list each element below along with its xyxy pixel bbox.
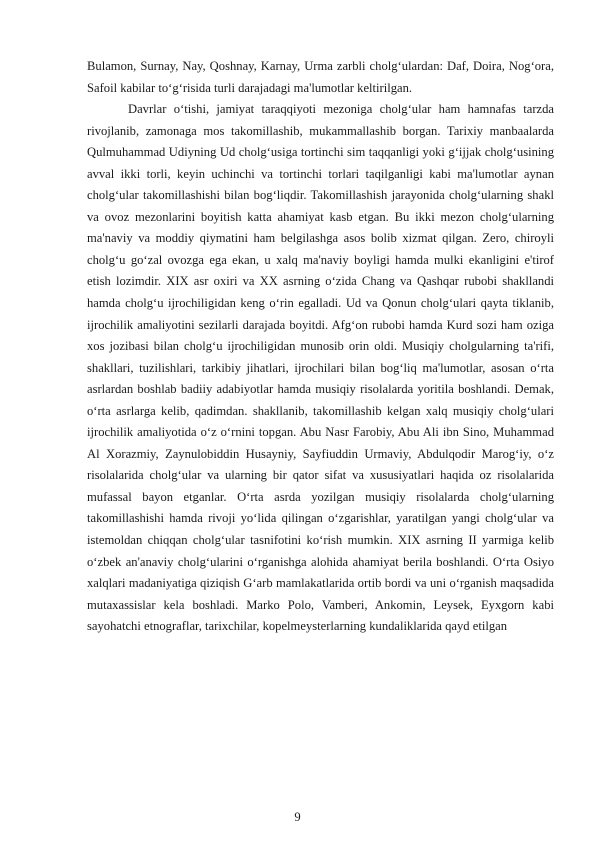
paragraph-instruments-list: Bulamon, Surnay, Nay, Qoshnay, Karnay, Urma zarbli cholg‘ulardan: Daf, Doira, Nog‘ora, Safoil kabilar to‘g‘risida turli darajadagi ma'lumotlar keltirilgan. [87, 59, 554, 95]
body-text [87, 56, 554, 638]
paragraph-instrument-development: Davrlar o‘tishi, jamiyat taraqqiyoti mezoniga cholg‘ular ham hamnafas tarzda rivojlanib, zamonaga mos takomillashib, mukammallashib borgan. Tarixiy manbaalarda Qulmuhammad Udiyning Ud cholg‘usiga tortinchi sim taqqanligi yoki g‘ijjak cholg‘usining avval ikki torli, keyin uchinchi va tortinchi torlari taqilganligi kabi ma'lumotlar aynan cholg‘ular takomillashishi bilan bog‘liqdir. Takomillashish jarayonida cholg‘ularning shakl va ovoz mezonlarini boyitish katta ahamiyat kasb etgan. Bu ikki mezon cholg‘ularning ma'naviy va moddiy qiymatini ham belgilashga asos bolib xizmat qilgan. Zero, chiroyli cholg‘u go‘zal ovozga ega ekan, u xalq ma'naviy boyligi hamda mulki ekanligini e'tirof etish lozimdir. XIX asr oxiri va XX asrning o‘zida Chang va Qashqar rubobi shakllandi hamda cholg‘u ijrochiligidan keng o‘rin egalladi. Ud va Qonun cholg‘ulari qayta tiklanib, ijrochilik amaliyotini sezilarli darajada boyitdi. Afg‘on rubobi hamda Kurd sozi ham oziga xos jozibasi bilan cholg‘u ijrochiligidan munosib orin oldi. Musiqiy cholgularning ta'rifi, shakllari, tuzilishlari, tarkibiy jihatlari, ijrochilari bilan bog‘liq ma'lumotlar, asosan o‘rta asrlardan boshlab badiiy adabiyotlar hamda musiqiy risolalarda yoritila boshlandi. Demak, o‘rta asrlarga kelib, qadimdan. shakllanib, takomillashib kelgan xalq musiqiy cholg‘ulari ijrochilik amaliyotida o‘z o‘rnini topgan. Abu Nasr Farobiy, Abu Ali ibn Sino, Muhammad Al Xorazmiy, Zaynulobiddin Husayniy, Sayfiuddin Urmaviy, Abdulqodir Marog‘iy, o‘z risolalarida cholg‘ular va ularning bir qator sifat va xususiyatlari haqida oz risolalarida mufassal bayon etganlar. O‘rta asrda yozilgan musiqiy risolalarda cholg‘ularning takomillashishi hamda rivoji yo‘lida qilingan o‘zgarishlar, yaratilgan yangi cholg‘ular va istemoldan chiqqan cholg‘ular tasnifotini ko‘rish mumkin. XIX asrning II yarmiga kelib o‘zbek an'anaviy cholg‘ularini o‘rganishga alohida ahamiyat berila boshlandi. O‘rta Osiyo xalqlari madaniyatiga qiziqish G‘arb mamlakatlarida ortib bordi va uni o‘rganish maqsadida mutaxassislar kela boshladi. Marko Polo, Vamberi, Ankomin, Leysek, Eyxgorn kabi sayohatchi etnograflar, tarixchilar, kopelmeysterlarning kundaliklarida qayd etilgan [87, 102, 554, 634]
page-number: 9 [294, 810, 301, 824]
